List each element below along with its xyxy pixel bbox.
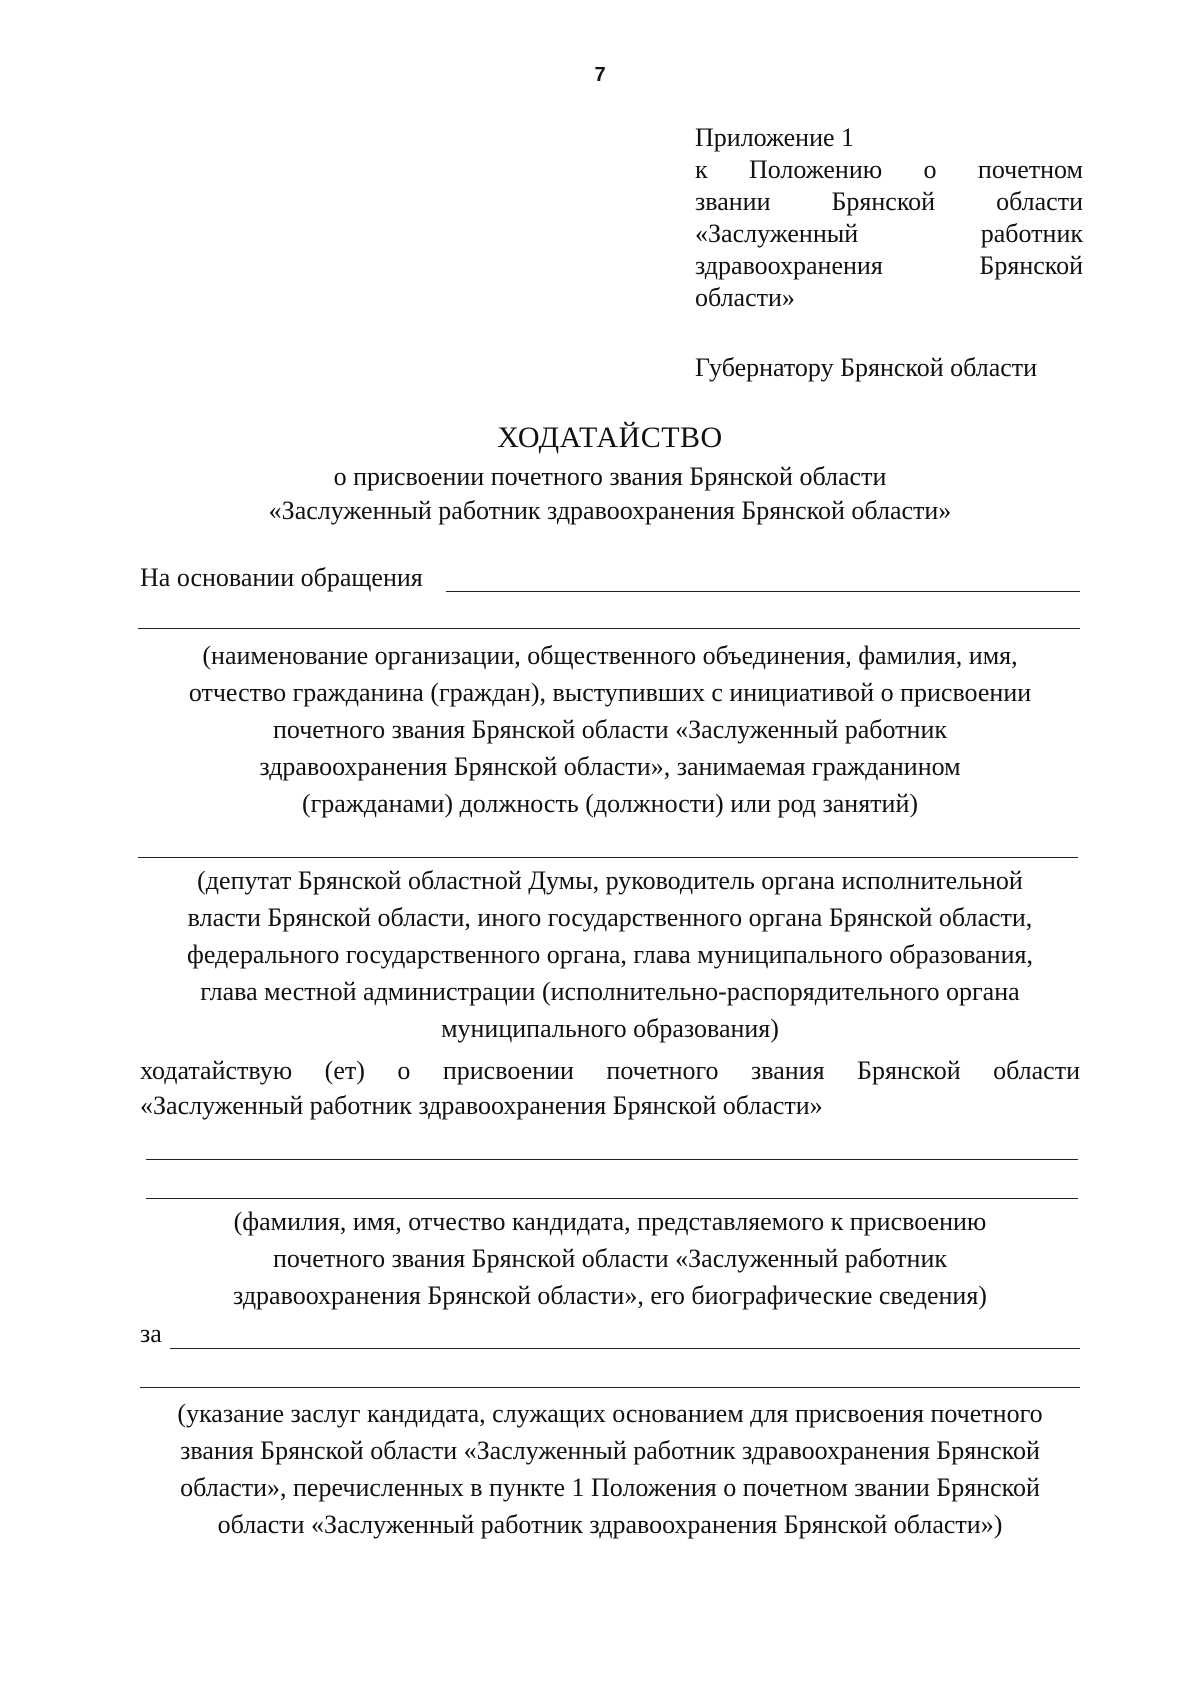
fill-line bbox=[140, 1387, 1080, 1388]
hint-line: (наименование организации, общественного объединения, фамилия, имя, bbox=[202, 641, 1018, 670]
fill-line bbox=[138, 628, 1080, 629]
hint-line: муниципального образования) bbox=[441, 1014, 779, 1043]
hint-line: области», перечисленных в пункте 1 Положения о почетном звании Брянской bbox=[180, 1473, 1040, 1502]
hint-line: здравоохранения Брянской области», его биографические сведения) bbox=[233, 1281, 987, 1310]
hint-line: (депутат Брянской областной Думы, руководитель органа исполнительной bbox=[197, 866, 1023, 895]
hint-line: здравоохранения Брянской области», занимаемая гражданином bbox=[259, 752, 961, 781]
appendix-line: здравоохранения Брянской bbox=[695, 251, 1083, 280]
fill-line bbox=[138, 857, 1078, 858]
document-title: ХОДАТАЙСТВО bbox=[497, 421, 723, 454]
basis-label: На основании обращения bbox=[140, 563, 423, 592]
hint-line: (указание заслуг кандидата, служащих основанием для присвоения почетного bbox=[177, 1399, 1043, 1428]
fill-line bbox=[146, 1159, 1078, 1160]
page-number: 7 bbox=[594, 64, 606, 86]
for-label: за bbox=[140, 1319, 162, 1348]
hint-line: области «Заслуженный работник здравоохранения Брянской области») bbox=[217, 1510, 1003, 1539]
hint-line: федерального государственного органа, глава муниципального образования, bbox=[187, 940, 1033, 969]
hint-line: (фамилия, имя, отчество кандидата, представляемого к присвоению bbox=[233, 1207, 987, 1236]
hint-candidate bbox=[130, 1203, 1090, 1314]
hint-initiator bbox=[130, 637, 1090, 822]
petition-line: «Заслуженный работник здравоохранения Брянской области» bbox=[140, 1091, 823, 1120]
hint-line: власти Брянской области, иного государственного органа Брянской области, bbox=[187, 903, 1033, 932]
appendix-line: к Положению о почетном bbox=[695, 155, 1083, 184]
appendix-line: области» bbox=[695, 283, 795, 312]
fill-line-basis bbox=[446, 591, 1080, 592]
appendix-line: Приложение 1 bbox=[695, 123, 855, 152]
hint-merits bbox=[130, 1395, 1090, 1543]
hint-line: глава местной администрации (исполнительно-распорядительного органа bbox=[200, 977, 1020, 1006]
hint-petitioner bbox=[130, 862, 1090, 1047]
fill-line bbox=[146, 1198, 1078, 1199]
recipient: Губернатору Брянской области bbox=[695, 353, 1038, 382]
appendix-line: звании Брянской области bbox=[695, 187, 1083, 216]
fill-line-merits bbox=[170, 1348, 1080, 1349]
document-subtitle bbox=[0, 460, 1200, 528]
appendix-header bbox=[695, 122, 1083, 314]
hint-line: отчество гражданина (граждан), выступивших с инициативой о присвоении bbox=[188, 678, 1032, 707]
petition-line: ходатайствую (ет) о присвоении почетного звания Брянской области bbox=[140, 1056, 1080, 1085]
hint-line: почетного звания Брянской области «Заслуженный работник bbox=[272, 715, 948, 744]
subtitle-line: «Заслуженный работник здравоохранения Брянской области» bbox=[268, 496, 952, 525]
hint-line: (гражданами) должность (должности) или род занятий) bbox=[301, 789, 919, 818]
appendix-line: «Заслуженный работник bbox=[695, 219, 1083, 248]
hint-line: почетного звания Брянской области «Заслуженный работник bbox=[272, 1244, 948, 1273]
subtitle-line: о присвоении почетного звания Брянской области bbox=[333, 462, 887, 491]
hint-line: звания Брянской области «Заслуженный работник здравоохранения Брянской bbox=[180, 1436, 1040, 1465]
